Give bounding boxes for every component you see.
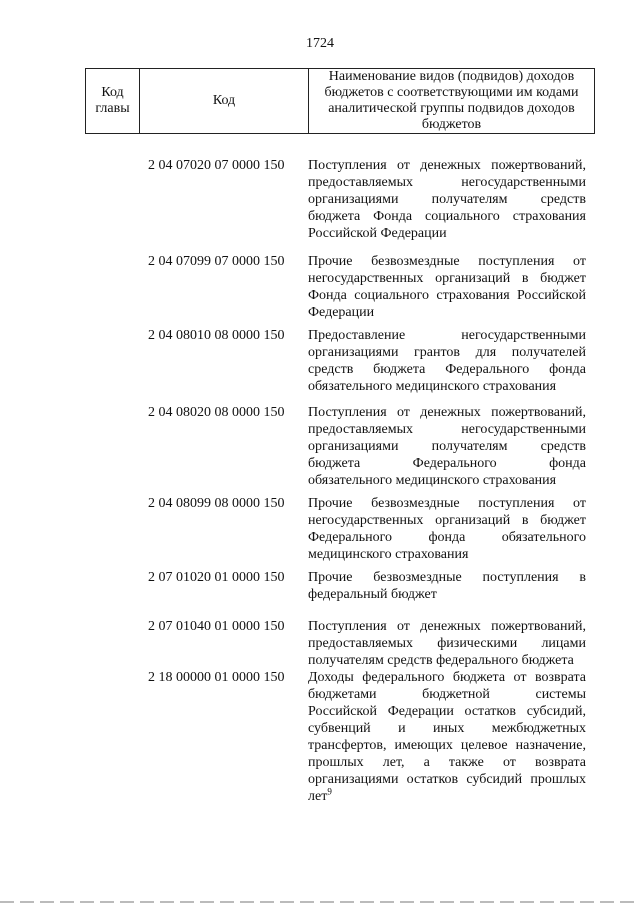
description-line: Доходы федерального бюджета от возврата (308, 670, 586, 685)
table-row (148, 404, 588, 489)
description-line: бюджета Федерального фонда (308, 456, 586, 471)
row-description (308, 327, 586, 395)
row-code: 2 04 08010 08 0000 150 (148, 328, 285, 343)
header-code: Код (140, 69, 309, 133)
scan-edge (0, 901, 640, 903)
description-line: Поступления от денежных пожертвований, (308, 158, 586, 173)
description-line: предоставляемых физическими лицами (308, 636, 586, 651)
description-line: трансфертов, имеющих целевое назначение, (308, 738, 586, 753)
footnote-marker: 9 (327, 786, 332, 797)
row-code: 2 04 07099 07 0000 150 (148, 254, 285, 269)
description-line: обязательного медицинского страхования (308, 379, 557, 394)
description-line: лет$^9$ (308, 786, 332, 804)
header-chapter-code: Код главы (86, 69, 140, 133)
table-row (148, 327, 588, 395)
page-number: 1724 (306, 36, 334, 51)
description-line: медицинского страхования (308, 547, 469, 562)
description-line: Российской Федерации (308, 226, 447, 241)
description-line: бюджета Фонда социального страхования (308, 209, 586, 224)
row-description (308, 569, 586, 603)
description-line: бюджетами бюджетной системы (308, 687, 586, 702)
table-row (148, 669, 588, 805)
description-line: организациями получателям средств (308, 439, 586, 454)
description-line: негосударственных организаций в бюджет (308, 271, 586, 286)
row-description (308, 495, 586, 563)
description-line: Федерального фонда обязательного (308, 530, 586, 545)
row-code: 2 07 01020 01 0000 150 (148, 570, 285, 585)
row-description (308, 253, 586, 321)
description-line: Поступления от денежных пожертвований, (308, 619, 586, 634)
description-line: негосударственных организаций в бюджет (308, 513, 586, 528)
description-line: организациями получателям средств (308, 192, 586, 207)
table-header (85, 68, 595, 134)
row-code: 2 04 08020 08 0000 150 (148, 405, 285, 420)
description-line: Прочие безвозмездные поступления в (308, 570, 586, 585)
description-line: субвенций и иных межбюджетных (308, 721, 586, 736)
description-line: обязательного медицинского страхования (308, 473, 557, 488)
description-line: Федерации (308, 305, 375, 320)
header-name: Наименование видов (подвидов) доходов бюджетов с соответствующими им кодами аналитической группы подвидов доходов бюджетов (324, 69, 579, 132)
description-line: Фонда социального страхования Российской (308, 288, 586, 303)
row-code: 2 18 00000 01 0000 150 (148, 670, 285, 685)
row-description (308, 618, 586, 669)
description-line: федеральный бюджет (308, 587, 437, 602)
description-line: Российской Федерации остатков субсидий, (308, 704, 586, 719)
row-description (308, 157, 586, 242)
row-code: 2 04 08099 08 0000 150 (148, 496, 285, 511)
description-line: Прочие безвозмездные поступления от (308, 254, 586, 269)
description-line: Прочие безвозмездные поступления от (308, 496, 586, 511)
table-row (148, 569, 588, 603)
description-line: получателям средств федерального бюджета (308, 653, 574, 668)
description-line: предоставляемых негосударственными (308, 422, 586, 437)
row-description (308, 669, 586, 805)
row-code: 2 04 07020 07 0000 150 (148, 158, 285, 173)
description-line: средств бюджета Федерального фонда (308, 362, 586, 377)
description-line: организациями остатков субсидий прошлых (308, 772, 586, 787)
description-line: Поступления от денежных пожертвований, (308, 405, 586, 420)
description-line: организациями грантов для получателей (308, 345, 586, 360)
description-line: прошлых лет, а также от возврата (308, 755, 586, 770)
row-code: 2 07 01040 01 0000 150 (148, 619, 285, 634)
description-line: предоставляемых негосударственными (308, 175, 586, 190)
table-row (148, 253, 588, 321)
table-row (148, 618, 588, 669)
description-line: Предоставление негосударственными (308, 328, 586, 343)
table-row (148, 495, 588, 563)
row-description (308, 404, 586, 489)
table-row (148, 157, 588, 242)
